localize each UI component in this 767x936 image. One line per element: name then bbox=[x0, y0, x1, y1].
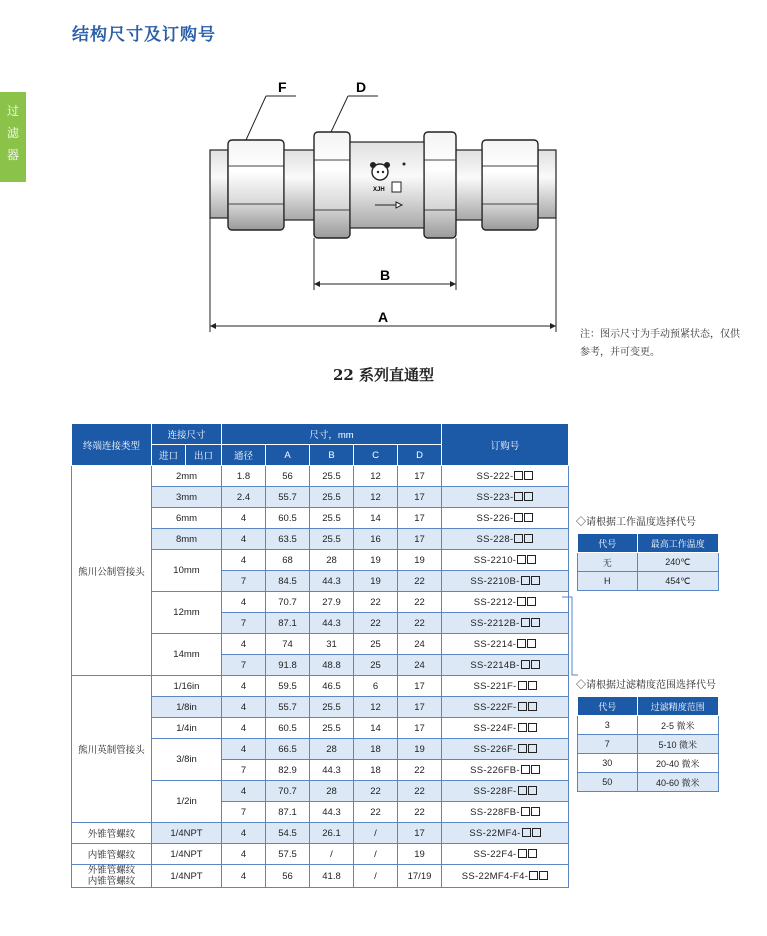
order-no-cell bbox=[442, 718, 569, 739]
order-no-text: SS-2212B- bbox=[470, 617, 520, 629]
bore-cell: 4 bbox=[222, 739, 266, 760]
b-cell: 28 bbox=[310, 550, 354, 571]
a-cell: 56 bbox=[266, 865, 310, 888]
placeholder-box-icon bbox=[514, 471, 523, 480]
placeholder-box-icon bbox=[539, 871, 548, 880]
valve-drawing bbox=[0, 0, 767, 360]
order-no-cell bbox=[442, 697, 569, 718]
a-cell: 55.7 bbox=[266, 487, 310, 508]
d-cell: 17/19 bbox=[398, 865, 442, 888]
order-no-text: SS-226- bbox=[476, 512, 514, 524]
placeholder-box-icon bbox=[521, 618, 530, 627]
filter-range: 5-10 微米 bbox=[637, 735, 718, 754]
d-cell: 17 bbox=[398, 823, 442, 844]
end-type-line-2: 内锥管螺纹 bbox=[87, 876, 136, 887]
temp-code: 无 bbox=[578, 553, 638, 572]
order-no-cell bbox=[442, 508, 569, 529]
spec-table-body bbox=[72, 466, 569, 888]
order-no-cell bbox=[442, 529, 569, 550]
placeholder-box-icon bbox=[521, 660, 530, 669]
placeholder-box-icon bbox=[531, 807, 540, 816]
end-type-cell bbox=[72, 865, 152, 888]
placeholder-box-icon bbox=[531, 765, 540, 774]
end-type-cell: 熊川公制管接头 bbox=[72, 466, 152, 676]
table-row bbox=[72, 865, 569, 888]
a-cell: 70.7 bbox=[266, 592, 310, 613]
header-bore: 通径 bbox=[222, 445, 266, 466]
placeholder-box-icon bbox=[514, 513, 523, 522]
b-cell: 44.3 bbox=[310, 760, 354, 781]
conn-size-cell: 14mm bbox=[152, 634, 222, 676]
conn-size-cell: 1/4NPT bbox=[152, 844, 222, 865]
b-cell: 25.5 bbox=[310, 697, 354, 718]
order-no-text: SS-228F- bbox=[473, 785, 517, 797]
header-dimensions: 尺寸，mm bbox=[222, 424, 442, 445]
table-row bbox=[72, 676, 569, 697]
order-no-cell bbox=[442, 634, 569, 655]
connector-line bbox=[560, 585, 580, 685]
placeholder-box-icon bbox=[524, 513, 533, 522]
placeholder-box-icon bbox=[514, 534, 523, 543]
order-no-cell bbox=[442, 550, 569, 571]
conn-size-cell: 1/2in bbox=[152, 781, 222, 823]
temp-value: 240℃ bbox=[637, 553, 718, 572]
a-cell: 66.5 bbox=[266, 739, 310, 760]
placeholder-box-icon bbox=[527, 639, 536, 648]
order-no-cell bbox=[442, 571, 569, 592]
placeholder-box-icon bbox=[531, 618, 540, 627]
bore-cell: 7 bbox=[222, 802, 266, 823]
table-row bbox=[72, 844, 569, 865]
a-cell: 82.9 bbox=[266, 760, 310, 781]
a-cell: 56 bbox=[266, 466, 310, 487]
a-cell: 60.5 bbox=[266, 508, 310, 529]
header-end-type: 终端连接类型 bbox=[72, 424, 152, 466]
order-no-cell bbox=[442, 487, 569, 508]
filter-code: 7 bbox=[578, 735, 638, 754]
order-no-cell bbox=[442, 655, 569, 676]
filter-caption: ◇请根据过滤精度范围选择代号 bbox=[576, 680, 716, 691]
label-f: F bbox=[278, 79, 287, 95]
placeholder-box-icon bbox=[521, 807, 530, 816]
header-b: B bbox=[310, 445, 354, 466]
c-cell: 14 bbox=[354, 718, 398, 739]
filter-range: 40-60 微米 bbox=[637, 773, 718, 792]
end-type-cell: 内锥管螺纹 bbox=[72, 844, 152, 865]
c-cell: 12 bbox=[354, 487, 398, 508]
b-cell: 26.1 bbox=[310, 823, 354, 844]
placeholder-box-icon bbox=[528, 744, 537, 753]
d-cell: 19 bbox=[398, 739, 442, 760]
header-a: A bbox=[266, 445, 310, 466]
end-type-cell: 外锥管螺纹 bbox=[72, 823, 152, 844]
filter-code: 30 bbox=[578, 754, 638, 773]
order-no-cell bbox=[442, 823, 569, 844]
d-cell: 17 bbox=[398, 697, 442, 718]
placeholder-box-icon bbox=[531, 576, 540, 585]
c-cell: 12 bbox=[354, 697, 398, 718]
table-row bbox=[72, 823, 569, 844]
c-cell: 19 bbox=[354, 571, 398, 592]
bore-cell: 4 bbox=[222, 823, 266, 844]
conn-size-cell: 12mm bbox=[152, 592, 222, 634]
placeholder-box-icon bbox=[527, 555, 536, 564]
c-cell: 16 bbox=[354, 529, 398, 550]
label-d: D bbox=[356, 79, 367, 95]
end-type-line-1: 外锥管螺纹 bbox=[87, 865, 136, 876]
conn-size-cell: 1/4NPT bbox=[152, 865, 222, 888]
d-cell: 22 bbox=[398, 802, 442, 823]
bore-cell: 4 bbox=[222, 529, 266, 550]
side-tab-char-2: 滤 bbox=[6, 126, 19, 140]
placeholder-box-icon bbox=[524, 492, 533, 501]
temp-header-code: 代号 bbox=[578, 534, 638, 553]
order-no-cell bbox=[442, 781, 569, 802]
temp-code-table bbox=[577, 533, 719, 591]
c-cell: 22 bbox=[354, 613, 398, 634]
order-no-cell bbox=[442, 676, 569, 697]
bore-cell: 4 bbox=[222, 718, 266, 739]
order-no-cell bbox=[442, 802, 569, 823]
c-cell: / bbox=[354, 865, 398, 888]
label-a: A bbox=[378, 309, 389, 325]
filter-code: 3 bbox=[578, 716, 638, 735]
filter-code: 50 bbox=[578, 773, 638, 792]
drawing-note: 注：图示尺寸为手动预紧状态，仅供参考，并可变更。 bbox=[580, 329, 740, 358]
header-order-no: 订购号 bbox=[442, 424, 569, 466]
placeholder-box-icon bbox=[528, 702, 537, 711]
placeholder-box-icon bbox=[517, 639, 526, 648]
table-row bbox=[72, 466, 569, 487]
d-cell: 22 bbox=[398, 571, 442, 592]
c-cell: 22 bbox=[354, 781, 398, 802]
placeholder-box-icon bbox=[518, 786, 527, 795]
placeholder-box-icon bbox=[514, 492, 523, 501]
side-tab-char-1: 过 bbox=[6, 104, 19, 118]
bore-cell: 2.4 bbox=[222, 487, 266, 508]
b-cell: 25.5 bbox=[310, 508, 354, 529]
filter-header-range: 过滤精度范围 bbox=[637, 697, 718, 716]
order-no-text: SS-226FB- bbox=[470, 764, 520, 776]
a-cell: 87.1 bbox=[266, 613, 310, 634]
placeholder-box-icon bbox=[522, 828, 531, 837]
header-conn-size: 连接尺寸 bbox=[152, 424, 222, 445]
placeholder-box-icon bbox=[527, 597, 536, 606]
order-no-text: SS-221F- bbox=[473, 680, 517, 692]
b-cell: 44.3 bbox=[310, 802, 354, 823]
header-outlet: 出口 bbox=[186, 445, 222, 466]
placeholder-box-icon bbox=[531, 660, 540, 669]
d-cell: 22 bbox=[398, 592, 442, 613]
placeholder-box-icon bbox=[529, 871, 538, 880]
b-cell: 25.5 bbox=[310, 529, 354, 550]
c-cell: 19 bbox=[354, 550, 398, 571]
d-cell: 19 bbox=[398, 550, 442, 571]
order-no-cell bbox=[442, 592, 569, 613]
conn-size-cell: 8mm bbox=[152, 529, 222, 550]
bore-cell: 4 bbox=[222, 697, 266, 718]
a-cell: 70.7 bbox=[266, 781, 310, 802]
placeholder-box-icon bbox=[524, 471, 533, 480]
c-cell: 18 bbox=[354, 760, 398, 781]
conn-size-cell: 1/4NPT bbox=[152, 823, 222, 844]
placeholder-box-icon bbox=[524, 534, 533, 543]
placeholder-box-icon bbox=[517, 597, 526, 606]
d-cell: 17 bbox=[398, 676, 442, 697]
spec-table bbox=[71, 423, 569, 888]
c-cell: 25 bbox=[354, 634, 398, 655]
conn-size-cell: 2mm bbox=[152, 466, 222, 487]
placeholder-box-icon bbox=[521, 765, 530, 774]
bore-cell: 7 bbox=[222, 655, 266, 676]
a-cell: 84.5 bbox=[266, 571, 310, 592]
b-cell: 25.5 bbox=[310, 718, 354, 739]
bore-cell: 4 bbox=[222, 550, 266, 571]
order-no-text: SS-22MF4-F4- bbox=[461, 870, 529, 882]
placeholder-box-icon bbox=[518, 723, 527, 732]
temp-header-value: 最高工作温度 bbox=[637, 534, 718, 553]
section-heading: 结构尺寸及订购号 bbox=[72, 25, 216, 45]
d-cell: 22 bbox=[398, 781, 442, 802]
order-no-cell bbox=[442, 865, 569, 888]
series-title: 22 系列直通型 bbox=[332, 366, 435, 384]
header-inlet: 进口 bbox=[152, 445, 186, 466]
b-cell: / bbox=[310, 844, 354, 865]
d-cell: 17 bbox=[398, 718, 442, 739]
order-no-text: SS-224F- bbox=[473, 722, 517, 734]
placeholder-box-icon bbox=[521, 576, 530, 585]
filter-header-code: 代号 bbox=[578, 697, 638, 716]
conn-size-cell: 1/8in bbox=[152, 697, 222, 718]
temp-value: 454℃ bbox=[637, 572, 718, 591]
label-b: B bbox=[380, 267, 391, 283]
b-cell: 46.5 bbox=[310, 676, 354, 697]
b-cell: 28 bbox=[310, 739, 354, 760]
a-cell: 91.8 bbox=[266, 655, 310, 676]
conn-size-cell: 3mm bbox=[152, 487, 222, 508]
bore-cell: 4 bbox=[222, 592, 266, 613]
bore-cell: 4 bbox=[222, 676, 266, 697]
b-cell: 44.3 bbox=[310, 613, 354, 634]
bore-cell: 4 bbox=[222, 781, 266, 802]
c-cell: / bbox=[354, 844, 398, 865]
d-cell: 24 bbox=[398, 655, 442, 676]
placeholder-box-icon bbox=[518, 849, 527, 858]
d-cell: 22 bbox=[398, 613, 442, 634]
bore-cell: 4 bbox=[222, 508, 266, 529]
order-no-text: SS-228FB- bbox=[470, 806, 520, 818]
d-cell: 17 bbox=[398, 508, 442, 529]
filter-code-table bbox=[577, 696, 719, 792]
bore-cell: 7 bbox=[222, 571, 266, 592]
d-cell: 17 bbox=[398, 487, 442, 508]
bore-cell: 4 bbox=[222, 844, 266, 865]
bore-cell: 1.8 bbox=[222, 466, 266, 487]
conn-size-cell: 10mm bbox=[152, 550, 222, 592]
d-cell: 24 bbox=[398, 634, 442, 655]
c-cell: 14 bbox=[354, 508, 398, 529]
order-no-text: SS-2214- bbox=[473, 638, 517, 650]
placeholder-box-icon bbox=[532, 828, 541, 837]
c-cell: 18 bbox=[354, 739, 398, 760]
a-cell: 74 bbox=[266, 634, 310, 655]
filter-range: 20-40 微米 bbox=[637, 754, 718, 773]
d-cell: 22 bbox=[398, 760, 442, 781]
bore-cell: 7 bbox=[222, 613, 266, 634]
placeholder-box-icon bbox=[528, 786, 537, 795]
order-no-text: SS-2210B- bbox=[470, 575, 520, 587]
svg-text:XJH: XJH bbox=[373, 187, 385, 193]
side-tab-char-3: 器 bbox=[6, 148, 19, 162]
placeholder-box-icon bbox=[528, 849, 537, 858]
a-cell: 68 bbox=[266, 550, 310, 571]
bore-cell: 4 bbox=[222, 865, 266, 888]
b-cell: 44.3 bbox=[310, 571, 354, 592]
order-no-text: SS-2210- bbox=[473, 554, 517, 566]
order-no-text: SS-2212- bbox=[473, 596, 517, 608]
a-cell: 63.5 bbox=[266, 529, 310, 550]
order-no-text: SS-228- bbox=[476, 533, 514, 545]
order-no-text: SS-223- bbox=[476, 491, 514, 503]
order-no-text: SS-22F4- bbox=[473, 848, 517, 860]
conn-size-cell: 3/8in bbox=[152, 739, 222, 781]
placeholder-box-icon bbox=[518, 702, 527, 711]
b-cell: 48.8 bbox=[310, 655, 354, 676]
order-no-cell bbox=[442, 613, 569, 634]
order-no-text: SS-22MF4- bbox=[469, 827, 521, 839]
conn-size-cell: 1/16in bbox=[152, 676, 222, 697]
a-cell: 57.5 bbox=[266, 844, 310, 865]
b-cell: 27.9 bbox=[310, 592, 354, 613]
placeholder-box-icon bbox=[528, 681, 537, 690]
c-cell: 22 bbox=[354, 592, 398, 613]
c-cell: 25 bbox=[354, 655, 398, 676]
conn-size-cell: 6mm bbox=[152, 508, 222, 529]
a-cell: 54.5 bbox=[266, 823, 310, 844]
b-cell: 25.5 bbox=[310, 487, 354, 508]
a-cell: 87.1 bbox=[266, 802, 310, 823]
c-cell: / bbox=[354, 823, 398, 844]
c-cell: 12 bbox=[354, 466, 398, 487]
order-no-cell bbox=[442, 760, 569, 781]
placeholder-box-icon bbox=[528, 723, 537, 732]
d-cell: 17 bbox=[398, 529, 442, 550]
a-cell: 60.5 bbox=[266, 718, 310, 739]
filter-range: 2-5 微米 bbox=[637, 716, 718, 735]
order-no-text: SS-2214B- bbox=[470, 659, 520, 671]
b-cell: 31 bbox=[310, 634, 354, 655]
c-cell: 6 bbox=[354, 676, 398, 697]
d-cell: 19 bbox=[398, 844, 442, 865]
temp-code: H bbox=[578, 572, 638, 591]
b-cell: 41.8 bbox=[310, 865, 354, 888]
order-no-cell bbox=[442, 844, 569, 865]
bore-cell: 7 bbox=[222, 760, 266, 781]
d-cell: 17 bbox=[398, 466, 442, 487]
placeholder-box-icon bbox=[517, 555, 526, 564]
end-type-cell: 熊川英制管接头 bbox=[72, 676, 152, 823]
a-cell: 55.7 bbox=[266, 697, 310, 718]
order-no-text: SS-226F- bbox=[473, 743, 517, 755]
c-cell: 22 bbox=[354, 802, 398, 823]
header-d: D bbox=[398, 445, 442, 466]
conn-size-cell: 1/4in bbox=[152, 718, 222, 739]
placeholder-box-icon bbox=[518, 681, 527, 690]
bore-cell: 4 bbox=[222, 634, 266, 655]
order-no-text: SS-222- bbox=[476, 470, 514, 482]
b-cell: 28 bbox=[310, 781, 354, 802]
order-no-cell bbox=[442, 466, 569, 487]
a-cell: 59.5 bbox=[266, 676, 310, 697]
temp-caption: ◇请根据工作温度选择代号 bbox=[576, 517, 696, 528]
header-c: C bbox=[354, 445, 398, 466]
b-cell: 25.5 bbox=[310, 466, 354, 487]
order-no-cell bbox=[442, 739, 569, 760]
order-no-text: SS-222F- bbox=[473, 701, 517, 713]
placeholder-box-icon bbox=[518, 744, 527, 753]
